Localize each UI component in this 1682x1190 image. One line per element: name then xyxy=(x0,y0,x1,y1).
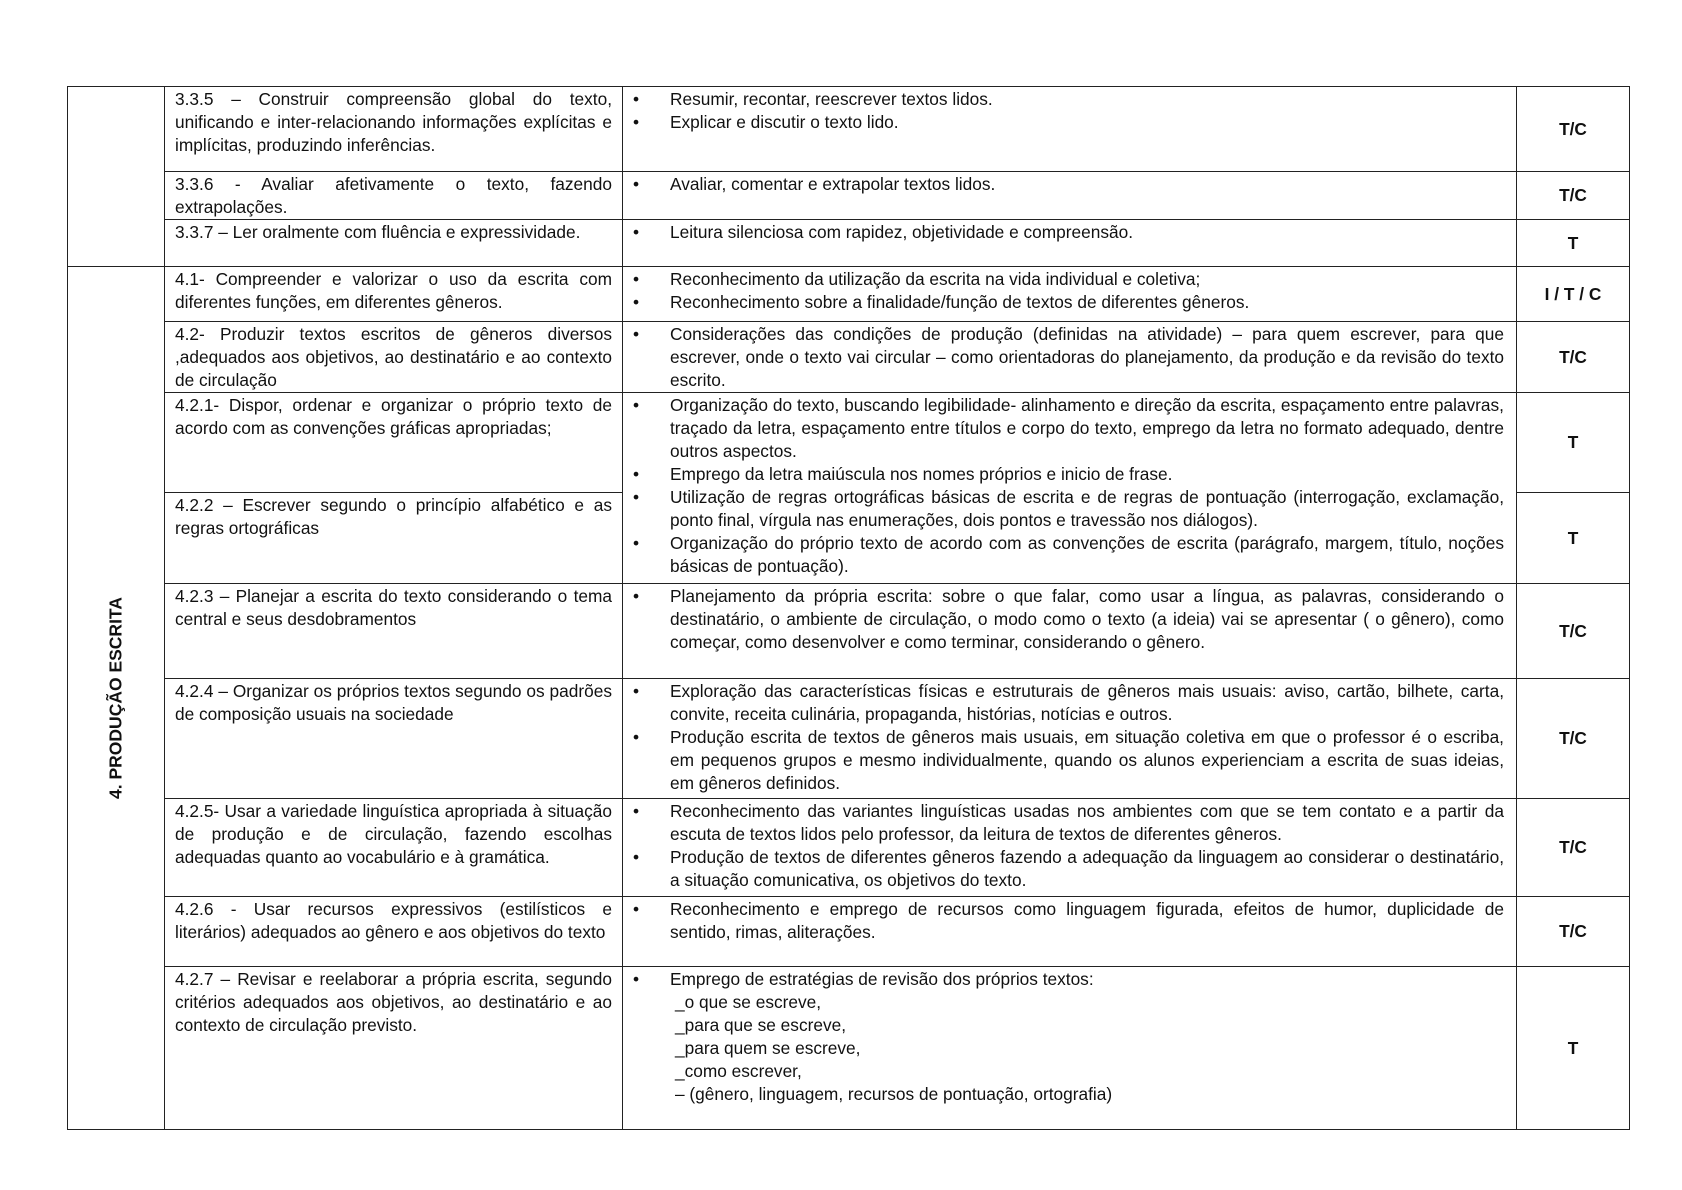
sub-item: _para que se escreve, xyxy=(675,1015,846,1035)
level: T/C xyxy=(1517,799,1630,897)
contents xyxy=(623,172,1517,220)
list-item: • Produção de textos de diferentes gêneros fazendo a adequação da linguagem ao considerar o destinatário, a situação comunicativa, os objetivos do texto. xyxy=(623,846,1504,892)
level: I / T / C xyxy=(1517,267,1630,322)
contents xyxy=(623,897,1517,967)
contents xyxy=(623,584,1517,679)
level: T/C xyxy=(1517,679,1630,799)
contents xyxy=(623,220,1517,267)
table-row xyxy=(68,393,1630,493)
table-row xyxy=(68,172,1630,220)
contents xyxy=(623,393,1517,584)
table-row xyxy=(68,87,1630,172)
objective: 4.2.7 – Revisar e reelaborar a própria escrita, segundo critérios adequados aos objetivos, ao destinatário e ao contexto de circulação previsto. xyxy=(165,967,623,1130)
list-item: • Organização do próprio texto de acordo com as convenções de escrita (parágrafo, margem, título, noções básicas de pontuação). xyxy=(623,532,1504,578)
list-item: • Planejamento da própria escrita: sobre o que falar, como usar a língua, as palavras, considerando o destinatário, o ambiente de circulação, o modo como o texto (a ideia) vai se apresentar ( o gênero), como começar, como desenvolver e como terminar, considerando o gênero. xyxy=(623,585,1504,654)
contents xyxy=(623,799,1517,897)
table-row xyxy=(68,679,1630,799)
list-item: • Emprego de estratégias de revisão dos próprios textos: xyxy=(623,968,1504,991)
level: T/C xyxy=(1517,87,1630,172)
list-item: • Considerações das condições de produção (definidas na atividade) – para quem escrever, para que escrever, onde o texto vai circular – como orientadoras do planejamento, da produção e da revisão do texto escrito. xyxy=(623,323,1504,392)
table-row xyxy=(68,220,1630,267)
section-title-cell xyxy=(68,267,165,1130)
list-item: • Organização do texto, buscando legibilidade- alinhamento e direção da escrita, espaçamento entre palavras, traçado da letra, espaçamento entre títulos e corpo do texto, emprego da letra no formato adequado, dentre outros aspectos. xyxy=(623,394,1504,463)
section-cell-empty xyxy=(68,87,165,267)
level: T xyxy=(1517,393,1630,493)
contents xyxy=(623,267,1517,322)
objective: 4.2.1- Dispor, ordenar e organizar o próprio texto de acordo com as convenções gráficas apropriadas; xyxy=(165,393,623,493)
objective: 4.2.4 – Organizar os próprios textos segundo os padrões de composição usuais na sociedade xyxy=(165,679,623,799)
list-item: • Reconhecimento sobre a finalidade/função de textos de diferentes gêneros. xyxy=(623,291,1504,314)
list-item: • Utilização de regras ortográficas básicas de escrita e de regras de pontuação (interrogação, exclamação, ponto final, vírgula nas enumerações, dois pontos e travessão nos diálogos). xyxy=(623,486,1504,532)
list-item: • Reconhecimento da utilização da escrita na vida individual e coletiva; xyxy=(623,268,1504,291)
objective: 3.3.6 - Avaliar afetivamente o texto, fazendo extrapolações. xyxy=(165,172,623,220)
sub-item: _como escrever, xyxy=(675,1061,802,1081)
level: T/C xyxy=(1517,322,1630,393)
list-item: • Exploração das características físicas e estruturais de gêneros mais usuais: aviso, cartão, bilhete, carta, convite, receita culinária, propaganda, histórias, notícias e outros. xyxy=(623,680,1504,726)
contents xyxy=(623,322,1517,393)
sub-item: _o que se escreve, xyxy=(675,992,822,1012)
objective: 3.3.5 – Construir compreensão global do texto, unificando e inter-relacionando informações explícitas e implícitas, produzindo inferências. xyxy=(165,87,623,172)
objective: 4.2.2 – Escrever segundo o princípio alfabético e as regras ortográficas xyxy=(165,493,623,584)
level: T xyxy=(1517,493,1630,584)
contents xyxy=(623,87,1517,172)
table-row xyxy=(68,322,1630,393)
list-item: • Leitura silenciosa com rapidez, objetividade e compreensão. xyxy=(623,221,1504,244)
list-item: • Explicar e discutir o texto lido. xyxy=(623,111,1504,134)
objective: 4.2.3 – Planejar a escrita do texto considerando o tema central e seus desdobramentos xyxy=(165,584,623,679)
level: T/C xyxy=(1517,584,1630,679)
table-row xyxy=(68,267,1630,322)
objective: 4.2.6 - Usar recursos expressivos (estilísticos e literários) adequados ao gênero e aos objetivos do texto xyxy=(165,897,623,967)
table-row xyxy=(68,799,1630,897)
section-title: 4. PRODUÇÃO ESCRITA xyxy=(105,597,126,799)
level: T/C xyxy=(1517,897,1630,967)
list-item: • Resumir, recontar, reescrever textos lidos. xyxy=(623,88,1504,111)
objective: 4.2- Produzir textos escritos de gêneros diversos ,adequados aos objetivos, ao destinatário e ao contexto de circulação xyxy=(165,322,623,393)
curriculum-table xyxy=(67,86,1630,1130)
list-item: • Emprego da letra maiúscula nos nomes próprios e inicio de frase. xyxy=(623,463,1504,486)
contents xyxy=(623,679,1517,799)
objective: 4.2.5- Usar a variedade linguística apropriada à situação de produção e de circulação, fazendo escolhas adequadas quanto ao vocabulário e à gramática. xyxy=(165,799,623,897)
objective: 3.3.7 – Ler oralmente com fluência e expressividade. xyxy=(165,220,623,267)
list-item: • Reconhecimento e emprego de recursos como linguagem figurada, efeitos de humor, duplicidade de sentido, rimas, aliterações. xyxy=(623,898,1504,944)
sub-item: _para quem se escreve, xyxy=(675,1038,861,1058)
level: T xyxy=(1517,967,1630,1130)
contents xyxy=(623,967,1517,1130)
table-row xyxy=(68,967,1630,1130)
table-row xyxy=(68,584,1630,679)
level: T xyxy=(1517,220,1630,267)
list-item: • Avaliar, comentar e extrapolar textos lidos. xyxy=(623,173,1504,196)
table-row xyxy=(68,897,1630,967)
list-item: • Produção escrita de textos de gêneros mais usuais, em situação coletiva em que o professor é o escriba, em pequenos grupos e mesmo individualmente, quando os alunos experienciam a escrita de suas ideias, em gêneros definidos. xyxy=(623,726,1504,795)
level: T/C xyxy=(1517,172,1630,220)
list-item: • Reconhecimento das variantes linguísticas usadas nos ambientes com que se tem contato e a partir da escuta de textos lidos pelo professor, da leitura de textos de diferentes gêneros. xyxy=(623,800,1504,846)
sub-item: – (gênero, linguagem, recursos de pontuação, ortografia) xyxy=(675,1084,1113,1104)
objective: 4.1- Compreender e valorizar o uso da escrita com diferentes funções, em diferentes gêneros. xyxy=(165,267,623,322)
